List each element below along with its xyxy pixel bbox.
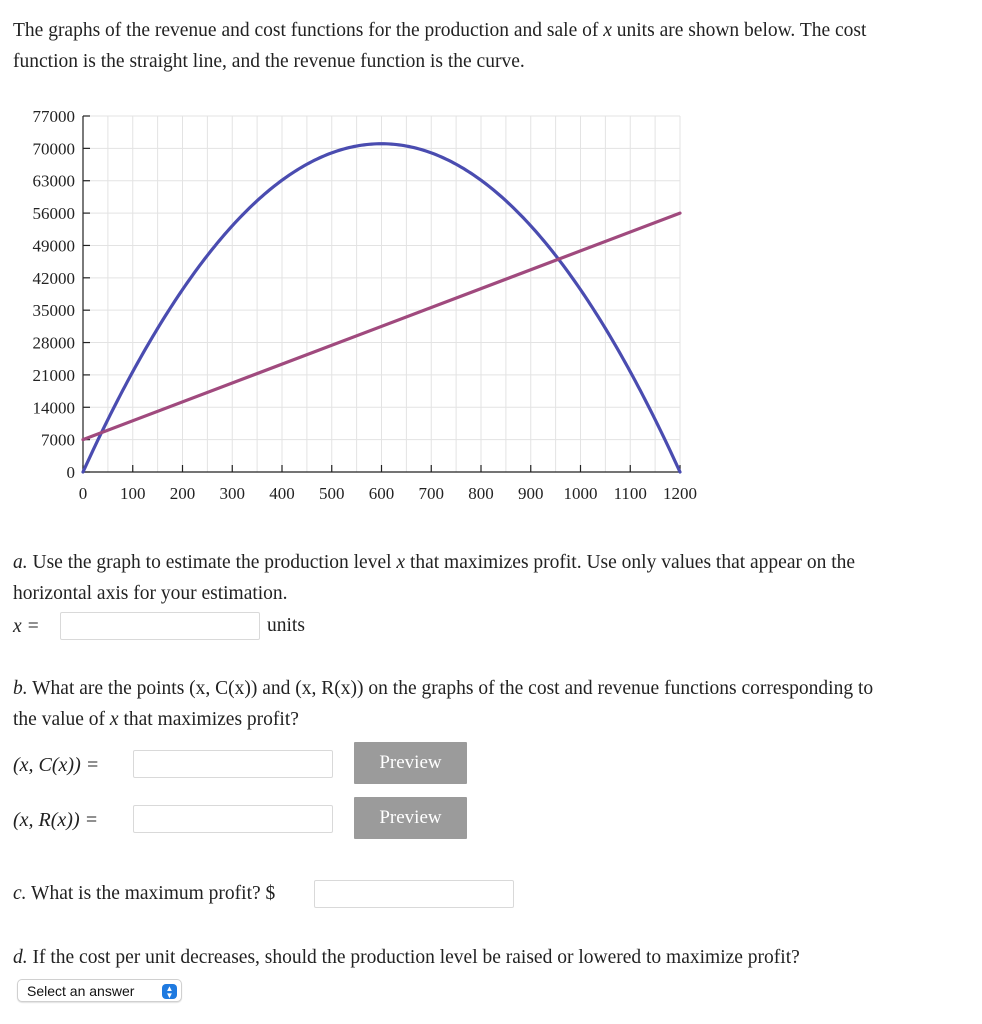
part-b-text: the value of — [13, 709, 110, 730]
y-tick-label: 49000 — [32, 236, 75, 256]
part-c-text: What is the maximum profit? $ — [26, 883, 276, 904]
part-b-label: b. — [13, 678, 28, 699]
x-tick-label: 700 — [418, 484, 444, 503]
x-tick-label: 1100 — [613, 484, 647, 503]
y-tick-label: 56000 — [32, 204, 75, 224]
part-b-text: that maximizes profit? — [118, 709, 299, 730]
revenue-point-input[interactable] — [133, 805, 333, 833]
part-a-line-2: horizontal axis for your estimation. — [13, 583, 288, 604]
answer-select[interactable] — [17, 979, 182, 1002]
intro-text: The graphs of the revenue and cost functions for the production and sale of — [13, 20, 604, 41]
revenue-point-label: (x, R(x)) = — [13, 809, 99, 831]
part-a-units: units — [267, 615, 305, 636]
cost-point-label: (x, C(x)) = — [13, 754, 100, 776]
x-tick-label: 200 — [169, 484, 196, 503]
x-tick-label: 100 — [120, 484, 146, 503]
part-a-text: Use the graph to estimate the production level — [27, 552, 397, 573]
y-tick-label: 28000 — [32, 333, 75, 353]
y-tick-label: 70000 — [32, 139, 75, 159]
intro-text: units are shown below. The cost — [611, 20, 867, 41]
x-tick-label: 800 — [468, 484, 494, 503]
part-d-label: d. — [13, 947, 28, 968]
x-tick-label: 400 — [269, 484, 295, 503]
intro-line-1 — [13, 15, 866, 46]
revenue-cost-chart — [0, 100, 720, 510]
x-tick-label: 600 — [368, 484, 395, 503]
math-var-x: x — [396, 552, 406, 573]
part-d-line — [13, 942, 800, 973]
part-b-line-1 — [13, 673, 873, 704]
x-tick-label: 300 — [219, 484, 245, 503]
part-a-line-1 — [13, 547, 855, 578]
part-a-x-input[interactable] — [60, 612, 260, 640]
part-c-line — [13, 878, 275, 909]
y-tick-label: 35000 — [32, 301, 75, 321]
part-c-label: c. — [13, 883, 27, 904]
intro-line-2: function is the straight line, and the revenue function is the curve. — [13, 51, 525, 72]
answer-select-value: Select an answer — [27, 982, 135, 999]
cost-preview-button[interactable]: Preview — [354, 742, 467, 784]
x-tick-label: 1000 — [563, 484, 598, 503]
y-tick-label: 14000 — [32, 398, 75, 418]
x-tick-label: 0 — [78, 484, 88, 503]
y-tick-label: 42000 — [32, 268, 75, 288]
part-a-eq-label: x = — [13, 616, 40, 637]
max-profit-input[interactable] — [314, 880, 514, 908]
part-b-text: What are the points (x, C(x)) and (x, R(x)) on the graphs of the cost and revenue functions corresponding to — [27, 678, 874, 699]
y-tick-label: 77000 — [32, 107, 75, 126]
cost-point-input[interactable] — [133, 750, 333, 778]
y-tick-label: 7000 — [41, 430, 75, 450]
math-var-x: x — [603, 20, 612, 41]
revenue-preview-button[interactable]: Preview — [354, 797, 467, 839]
x-tick-label: 1200 — [663, 484, 697, 503]
part-d-text: If the cost per unit decreases, should the production level be raised or lowered to maximize profit? — [27, 947, 800, 968]
select-chevron-icon: ▲ ▼ — [162, 984, 177, 999]
y-tick-label: 21000 — [32, 365, 75, 385]
y-tick-label: 0 — [66, 463, 75, 482]
y-tick-label: 63000 — [32, 171, 75, 191]
part-a-label: a. — [13, 552, 28, 573]
math-var-x: x — [109, 709, 119, 730]
part-a-text: that maximizes profit. Use only values that appear on the — [405, 552, 856, 573]
x-tick-label: 900 — [518, 484, 544, 503]
x-tick-label: 500 — [319, 484, 345, 503]
part-b-line-2 — [13, 704, 299, 735]
